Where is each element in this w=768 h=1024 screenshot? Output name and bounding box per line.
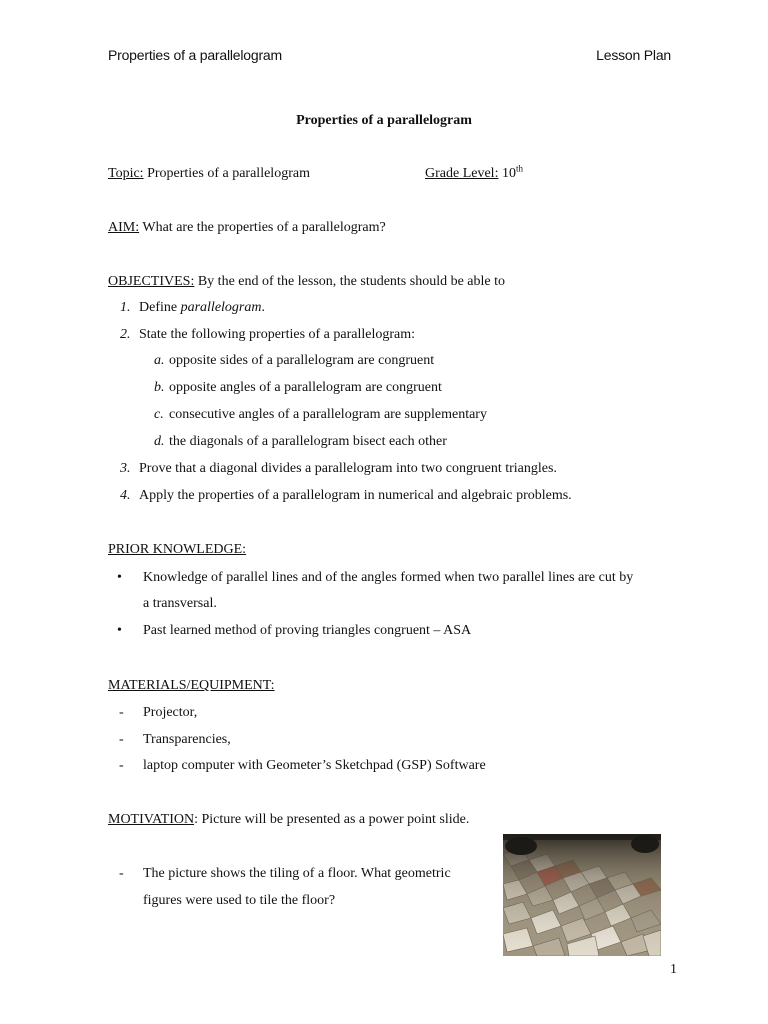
motivation-text: Picture will be presented as a power point slide. <box>201 812 470 827</box>
prior-item-line: Past learned method of proving triangles congruent – ASA <box>143 623 472 638</box>
topic-value: Properties of a parallelogram <box>147 166 310 181</box>
subitem-letter: a. <box>154 353 165 368</box>
subitem-letter: d. <box>154 434 165 449</box>
objective-text <box>139 299 265 317</box>
objective-number: 3. <box>120 461 131 476</box>
motivation-colon: : <box>194 812 198 827</box>
material-item: Projector, <box>143 705 198 720</box>
material-item: laptop computer with Geometer’s Sketchpad (GSP) Software <box>143 758 486 773</box>
objective-item <box>120 299 131 317</box>
dash: - <box>119 866 124 881</box>
topic-line <box>108 165 310 183</box>
bullet: • <box>117 623 122 638</box>
subitem-text: the diagonals of a parallelogram bisect each other <box>169 434 447 449</box>
aim-value: What are the properties of a parallelogram? <box>142 220 386 235</box>
objective-text: State the following properties of a parallelogram: <box>139 327 416 342</box>
materials-heading: MATERIALS/EQUIPMENT: <box>108 678 275 693</box>
objective-number: 2. <box>120 327 131 342</box>
prior-item-line: a transversal. <box>143 596 217 611</box>
aim-label: AIM: <box>108 220 140 235</box>
objective-text-pre: Define <box>139 300 181 315</box>
page-title: Properties of a parallelogram <box>296 113 472 128</box>
motivation-label: MOTIVATION <box>108 812 195 827</box>
subitem-letter: c. <box>154 407 164 422</box>
grade-label: Grade Level: <box>425 166 499 181</box>
dash: - <box>119 758 124 773</box>
grade-suffix: th <box>515 163 523 174</box>
dash: - <box>119 705 124 720</box>
subitem-text: opposite angles of a parallelogram are congruent <box>169 380 442 395</box>
objective-text: Prove that a diagonal divides a parallelogram into two congruent triangles. <box>139 461 557 476</box>
objective-number: 1. <box>120 300 131 315</box>
page-number: 1 <box>670 962 677 977</box>
grade-value: 10 <box>501 166 516 181</box>
subitem-text: consecutive angles of a parallelogram are supplementary <box>169 407 487 422</box>
aim-line <box>108 219 386 237</box>
objective-number: 4. <box>120 488 131 503</box>
material-item: Transparencies, <box>143 732 231 747</box>
bullet: • <box>117 570 122 585</box>
objective-text-post: . <box>261 300 265 315</box>
header-left: Properties of a parallelogram <box>108 47 282 63</box>
objectives-heading <box>108 273 505 291</box>
motivation-question: figures were used to tile the floor? <box>143 893 336 908</box>
header-right: Lesson Plan <box>596 47 671 63</box>
motivation-line <box>108 811 469 829</box>
subitem-letter: b. <box>154 380 165 395</box>
grade-line <box>425 165 523 183</box>
floor-tiling-photo <box>503 834 661 956</box>
subitem-text: opposite sides of a parallelogram are congruent <box>169 353 435 368</box>
topic-label: Topic: <box>108 166 144 181</box>
prior-item-line: Knowledge of parallel lines and of the angles formed when two parallel lines are cut by <box>143 570 634 585</box>
objective-text: Apply the properties of a parallelogram in numerical and algebraic problems. <box>139 488 572 503</box>
floor-tiling-image <box>503 834 661 956</box>
dash: - <box>119 732 124 747</box>
objectives-intro: By the end of the lesson, the students should be able to <box>197 274 506 289</box>
objectives-label: OBJECTIVES: <box>108 274 195 289</box>
motivation-question: The picture shows the tiling of a floor. What geometric <box>143 866 451 881</box>
prior-knowledge-heading: PRIOR KNOWLEDGE: <box>108 542 247 557</box>
objective-term: parallelogram <box>180 300 262 315</box>
